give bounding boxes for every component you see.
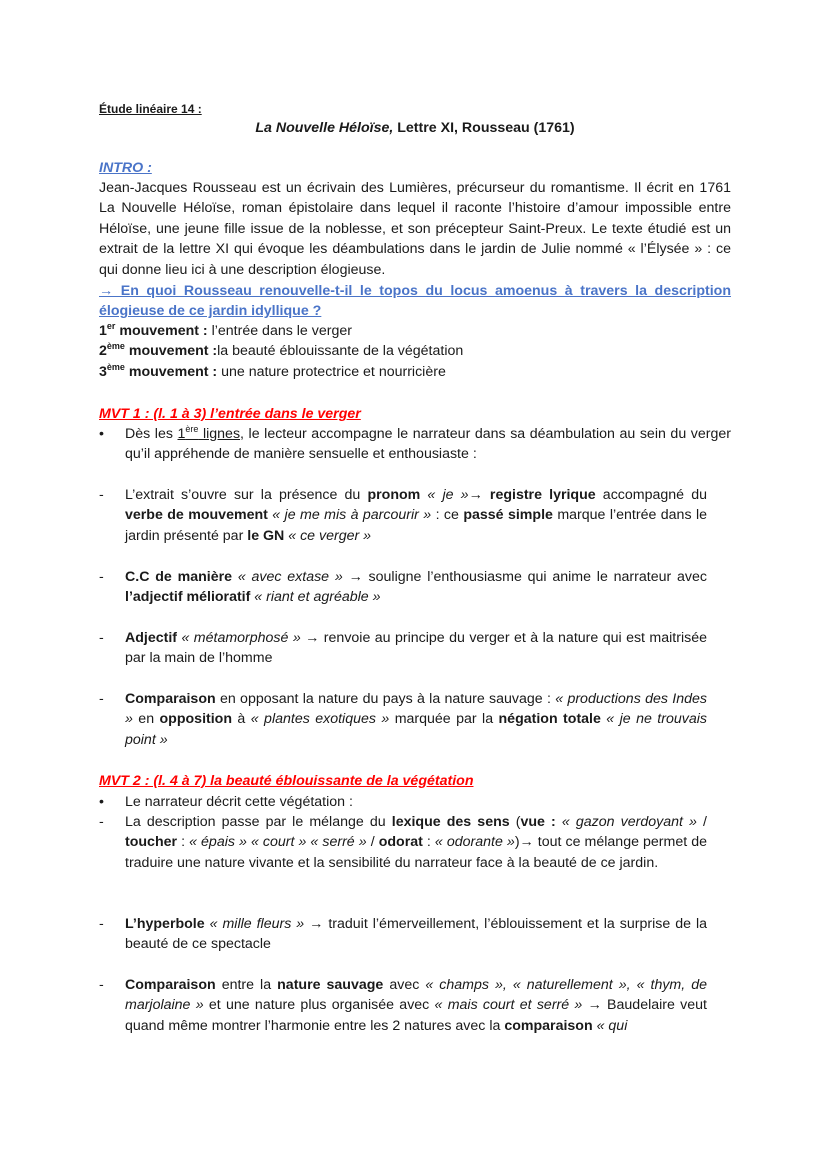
movements-list <box>99 321 731 382</box>
work-title-rest: Lettre XI, Rousseau (1761) <box>393 120 575 136</box>
mvt1-item: - Comparaison en opposant la nature du pays à la nature sauvage : « productions des Indes » en opposition à « plantes exotiques » marquée par la négation totale « je ne trouvais point » <box>99 689 731 750</box>
mvt2-item: - La description passe par le mélange du lexique des sens (vue : « gazon verdoyant » / toucher : « épais » « court » « serré » / odorat : « odorante »)→ tout ce mélange permet de traduire une nature vivante et la sensibilité du narrateur face à la beauté de ce jardin. <box>99 812 731 873</box>
work-title: La Nouvelle Héloïse, <box>255 120 394 136</box>
mvt1-item: - Adjectif « métamorphosé » → renvoie au principe du verger et à la nature qui est maitrisée par la main de l’homme <box>99 628 731 669</box>
dash-icon: - <box>99 569 104 585</box>
dash-icon: - <box>99 814 104 830</box>
bullet-icon: • <box>99 794 104 810</box>
study-label: Étude linéaire 14 : <box>99 102 202 116</box>
dash-icon: - <box>99 916 104 932</box>
mvt1-item: - C.C de manière « avec extase » → souligne l’enthousiasme qui anime le narrateur avec l’adjectif mélioratif « riant et agréable » <box>99 567 731 608</box>
mvt2-bullet: • Le narrateur décrit cette végétation : <box>99 792 731 812</box>
movement-item: 1er mouvement : l’entrée dans le verger <box>99 321 352 339</box>
bullet-icon: • <box>99 426 104 442</box>
mvt2-item: - Comparaison entre la nature sauvage avec « champs », « naturellement », « thym, de marjolaine » et une nature plus organisée avec « mais court et serré » → Baudelaire veut quand même montrer l’harmonie entre les 2 natures avec la comparaison « qui <box>99 975 731 1036</box>
mvt1-bullet: • Dès les 1ère lignes, le lecteur accompagne le narrateur dans sa déambulation au sein du verger qu’il appréhende de manière sensuelle et enthousiaste : <box>99 424 731 465</box>
dash-icon: - <box>99 977 104 993</box>
dash-icon: - <box>99 487 104 503</box>
dash-icon: - <box>99 630 104 646</box>
movement-item: 2ème mouvement :la beauté éblouissante de la végétation <box>99 341 464 360</box>
dash-icon: - <box>99 691 104 707</box>
intro-title: INTRO : <box>99 160 152 176</box>
mvt1-title: MVT 1 : (l. 1 à 3) l’entrée dans le verger <box>99 406 361 422</box>
problematique: → En quoi Rousseau renouvelle-t-il le topos du locus amoenus à travers la description élogieuse de ce jardin idyllique ? <box>99 283 731 320</box>
movement-item: 3ème mouvement : une nature protectrice et nourricière <box>99 361 446 380</box>
mvt2-title: MVT 2 : (l. 4 à 7) la beauté éblouissante de la végétation <box>99 773 474 789</box>
intro-paragraph: Jean-Jacques Rousseau est un écrivain des Lumières, précurseur du romantisme. Il écrit en 1761 La Nouvelle Héloïse, roman épistolaire dans lequel il raconte l’histoire d’amour impossible entre Héloïse, une jeune fille issue de la noblesse, et son précepteur Saint-Preux. Le texte étudié est un extrait de la lettre XI qui évoque les déambulations dans le jardin de Julie nommé « l’Élysée » : ce qui donne lieu ici à une description élogieuse. <box>99 180 731 278</box>
mvt1-item: - L’extrait s’ouvre sur la présence du pronom « je »→ registre lyrique accompagné du verbe de mouvement « je me mis à parcourir » : ce passé simple marque l’entrée dans le jardin présenté par le GN « ce verger » <box>99 485 731 546</box>
mvt2-item: - L’hyperbole « mille fleurs » → traduit l’émerveillement, l’éblouissement et la surprise de la beauté de ce spectacle <box>99 914 731 955</box>
page-title <box>99 118 731 138</box>
